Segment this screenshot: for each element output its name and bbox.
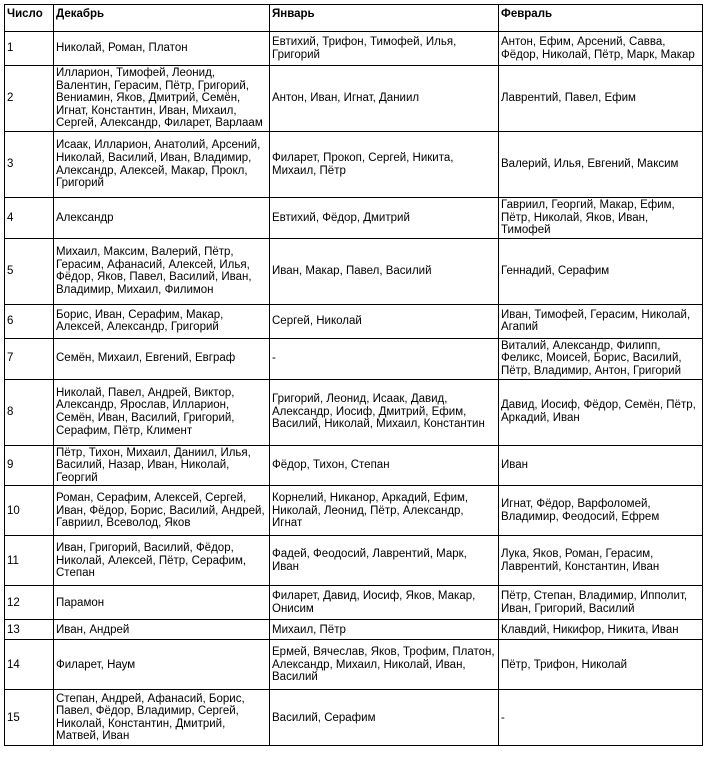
cell-january: -	[270, 338, 499, 379]
cell-day: 6	[5, 304, 54, 338]
table-row	[5, 690, 703, 746]
cell-day: 14	[5, 640, 54, 690]
header-day: Число	[5, 5, 54, 32]
cell-february: Пётр, Трифон, Николай	[499, 640, 703, 690]
cell-december: Парамон	[54, 586, 270, 620]
table-row	[5, 132, 703, 198]
cell-december: Филарет, Наум	[54, 640, 270, 690]
cell-january: Корнелий, Никанор, Аркадий, Ефим, Николай, Леонид, Пётр, Александр, Игнат	[270, 486, 499, 536]
cell-december: Пётр, Тихон, Михаил, Даниил, Илья, Василий, Назар, Иван, Николай, Георгий	[54, 445, 270, 486]
cell-day: 9	[5, 445, 54, 486]
table-row	[5, 338, 703, 379]
cell-day: 13	[5, 620, 54, 640]
cell-january: Евтихий, Фёдор, Дмитрий	[270, 198, 499, 239]
cell-december: Борис, Иван, Серафим, Макар, Алексей, Александр, Григорий	[54, 304, 270, 338]
cell-day: 10	[5, 486, 54, 536]
cell-december: Николай, Павел, Андрей, Виктор, Александр, Ярослав, Илларион, Семён, Иван, Василий, Григорий, Серафим, Пётр, Климент	[54, 379, 270, 445]
cell-day: 1	[5, 32, 54, 66]
cell-day: 5	[5, 238, 54, 304]
cell-day: 11	[5, 536, 54, 586]
cell-day: 7	[5, 338, 54, 379]
header-december: Декабрь	[54, 5, 270, 32]
cell-day: 4	[5, 198, 54, 239]
table-body	[5, 32, 703, 746]
cell-day: 2	[5, 66, 54, 132]
cell-february: Иван, Тимофей, Герасим, Николай, Агапий	[499, 304, 703, 338]
cell-january: Филарет, Прокоп, Сергей, Никита, Михаил, Пётр	[270, 132, 499, 198]
cell-december: Илларион, Тимофей, Леонид, Валентин, Герасим, Пётр, Григорий, Вениамин, Яков, Дмитрий, Семён, Игнат, Константин, Иван, Михаил, Сергей, Александр, Филарет, Варлаам	[54, 66, 270, 132]
cell-february: Игнат, Фёдор, Варфоломей, Владимир, Феодосий, Ефрем	[499, 486, 703, 536]
cell-day: 8	[5, 379, 54, 445]
cell-day: 12	[5, 586, 54, 620]
table-row	[5, 304, 703, 338]
cell-february: Лаврентий, Павел, Ефим	[499, 66, 703, 132]
table-row	[5, 640, 703, 690]
cell-december: Семён, Михаил, Евгений, Евграф	[54, 338, 270, 379]
cell-february: Давид, Иосиф, Фёдор, Семён, Пётр, Аркадий, Иван	[499, 379, 703, 445]
cell-february: Иван	[499, 445, 703, 486]
cell-january: Филарет, Давид, Иосиф, Яков, Макар, Онисим	[270, 586, 499, 620]
cell-february: Антон, Ефим, Арсений, Савва, Фёдор, Николай, Пётр, Марк, Макар	[499, 32, 703, 66]
cell-december: Николай, Роман, Платон	[54, 32, 270, 66]
cell-february: Гавриил, Георгий, Макар, Ефим, Пётр, Николай, Яков, Иван, Тимофей	[499, 198, 703, 239]
cell-february: Пётр, Степан, Владимир, Ипполит, Иван, Григорий, Василий	[499, 586, 703, 620]
cell-january: Василий, Серафим	[270, 690, 499, 746]
table-row	[5, 445, 703, 486]
cell-day: 15	[5, 690, 54, 746]
table-row	[5, 238, 703, 304]
table-row	[5, 198, 703, 239]
header-january: Январь	[270, 5, 499, 32]
cell-january: Фадей, Феодосий, Лаврентий, Марк, Иван	[270, 536, 499, 586]
cell-january: Ермей, Вячеслав, Яков, Трофим, Платон, Александр, Михаил, Николай, Иван, Василий	[270, 640, 499, 690]
table-row	[5, 620, 703, 640]
cell-february: Лука, Яков, Роман, Герасим, Лаврентий, Константин, Иван	[499, 536, 703, 586]
cell-january: Антон, Иван, Игнат, Даниил	[270, 66, 499, 132]
table-row	[5, 536, 703, 586]
cell-january: Сергей, Николай	[270, 304, 499, 338]
cell-december: Степан, Андрей, Афанасий, Борис, Павел, Фёдор, Владимир, Сергей, Николай, Константин, Дмитрий, Матвей, Иван	[54, 690, 270, 746]
name-days-table	[4, 4, 703, 746]
cell-december: Исаак, Илларион, Анатолий, Арсений, Николай, Василий, Иван, Владимир, Александр, Алексей, Макар, Прокл, Григорий	[54, 132, 270, 198]
cell-day: 3	[5, 132, 54, 198]
cell-december: Иван, Григорий, Василий, Фёдор, Николай, Алексей, Пётр, Серафим, Степан	[54, 536, 270, 586]
cell-december: Александр	[54, 198, 270, 239]
cell-february: Геннадий, Серафим	[499, 238, 703, 304]
cell-february: Клавдий, Никифор, Никита, Иван	[499, 620, 703, 640]
table-row	[5, 379, 703, 445]
cell-january: Григорий, Леонид, Исаак, Давид, Александр, Иосиф, Дмитрий, Ефим, Василий, Николай, Михаил, Константин	[270, 379, 499, 445]
cell-january: Иван, Макар, Павел, Василий	[270, 238, 499, 304]
cell-december: Роман, Серафим, Алексей, Сергей, Иван, Фёдор, Борис, Василий, Андрей, Гавриил, Всеволод, Яков	[54, 486, 270, 536]
cell-january: Михаил, Пётр	[270, 620, 499, 640]
cell-february: Виталий, Александр, Филипп, Феликс, Моисей, Борис, Василий, Пётр, Владимир, Антон, Григорий	[499, 338, 703, 379]
cell-december: Иван, Андрей	[54, 620, 270, 640]
header-february: Февраль	[499, 5, 703, 32]
table-row	[5, 66, 703, 132]
cell-february: Валерий, Илья, Евгений, Максим	[499, 132, 703, 198]
table-row	[5, 486, 703, 536]
cell-december: Михаил, Максим, Валерий, Пётр, Герасим, Афанасий, Алексей, Илья, Фёдор, Яков, Павел, Василий, Иван, Владимир, Михаил, Филимон	[54, 238, 270, 304]
table-row	[5, 32, 703, 66]
table-row	[5, 586, 703, 620]
cell-february: -	[499, 690, 703, 746]
cell-january: Евтихий, Трифон, Тимофей, Илья, Григорий	[270, 32, 499, 66]
header-row	[5, 5, 703, 32]
cell-january: Фёдор, Тихон, Степан	[270, 445, 499, 486]
